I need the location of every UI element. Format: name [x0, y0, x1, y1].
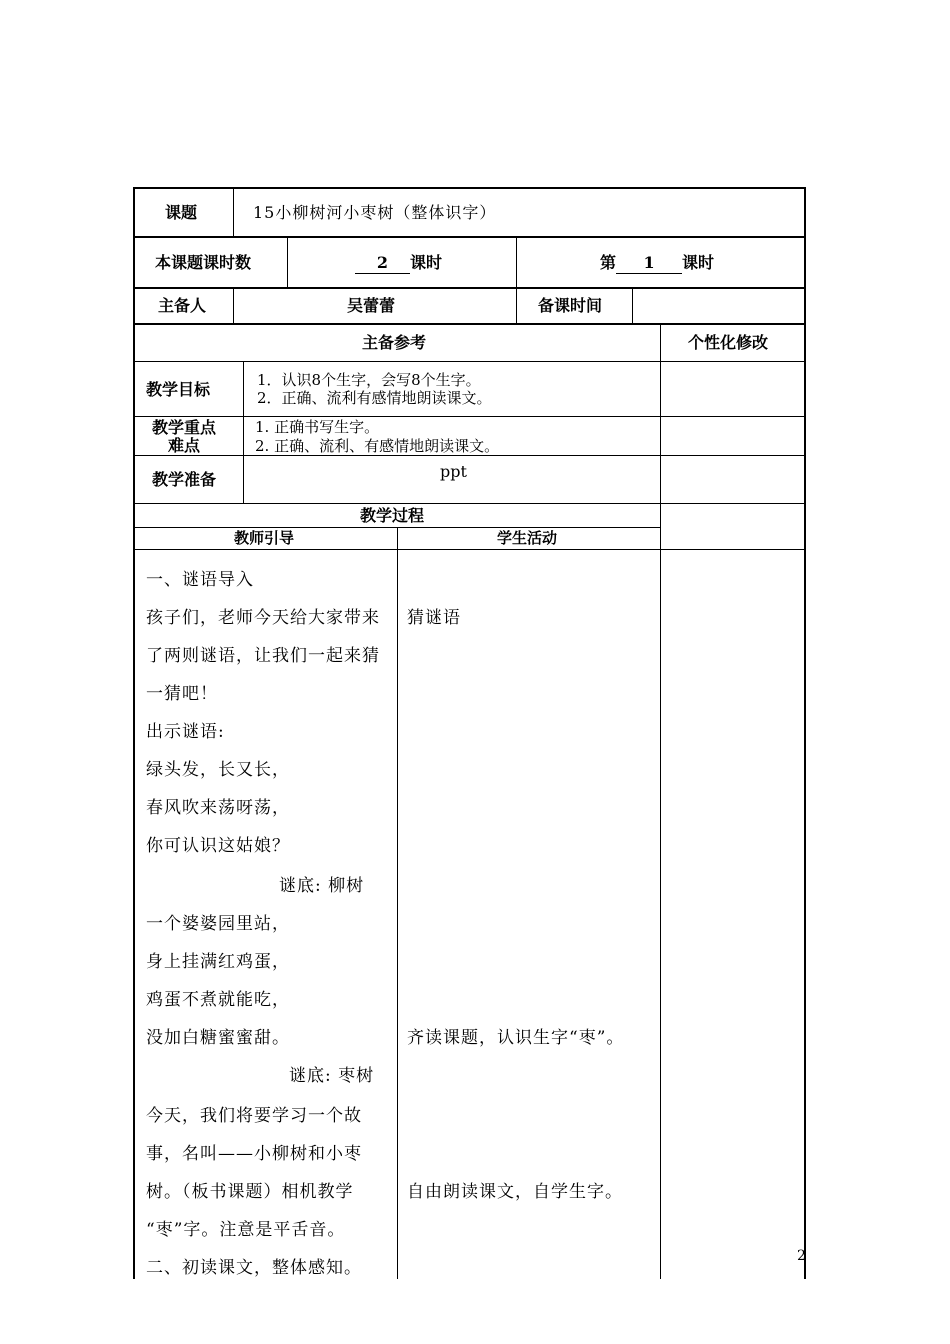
teacher-line: 身上挂满红鸡蛋， — [146, 952, 290, 972]
col-divider — [632, 288, 633, 325]
teacher-line: “枣”字。注意是平舌音。 — [146, 1220, 346, 1240]
hours-total: 2 — [355, 253, 410, 274]
key-point-item: 2. 正确、流利、有感情地朗读课文。 — [255, 437, 500, 455]
prep-time-label: 备课时间 — [538, 296, 603, 315]
hours-count-row — [355, 253, 442, 274]
teacher-line: 没加白糖蜜蜜甜。 — [146, 1028, 290, 1048]
teacher-line: 春风吹来荡呀荡， — [146, 798, 290, 818]
key-point-item: 1. 正确书写生字。 — [255, 418, 380, 436]
page-number: 2 — [797, 1248, 806, 1264]
row-divider — [133, 549, 806, 550]
riddle-answer: 谜底: 柳树 — [279, 876, 365, 896]
goal-item: 1．认识8个生字，会写8个生字。 — [257, 371, 481, 389]
teacher-line: 树。（板书课题）相机教学 — [146, 1182, 354, 1202]
teacher-line: 事，名叫——小柳树和小枣 — [146, 1144, 362, 1164]
teacher-col-heading: 教师引导 — [234, 529, 295, 547]
teacher-line: 你可认识这姑娘？ — [146, 836, 290, 856]
teacher-line: 一、谜语导入 — [146, 570, 254, 590]
student-col-heading: 学生活动 — [497, 529, 558, 547]
prep-label: 教学准备 — [152, 470, 217, 489]
student-line: 猜谜语 — [407, 608, 461, 628]
key-points-label: 教学重点 — [152, 418, 217, 437]
prep-value: ppt — [440, 462, 467, 481]
col-divider — [516, 237, 517, 325]
row-divider — [133, 503, 806, 504]
teacher-line: 今天，我们将要学习一个故 — [146, 1106, 362, 1126]
teacher-line: 一猜吧！ — [146, 684, 218, 704]
preparer-label: 主备人 — [158, 296, 207, 315]
row-divider — [133, 455, 806, 456]
row-divider — [133, 416, 806, 417]
teacher-line: 二、初读课文，整体感知。 — [146, 1258, 362, 1278]
col-divider — [660, 325, 661, 1279]
teacher-line: 了两则谜语，让我们一起来猜 — [146, 646, 380, 666]
teacher-line: 出示谜语: — [146, 722, 225, 742]
hours-label: 本课题课时数 — [155, 253, 252, 272]
col-divider — [233, 187, 234, 237]
topic-label: 课题 — [165, 203, 198, 222]
row-divider — [133, 361, 806, 362]
teacher-line: 孩子们，老师今天给大家带来 — [146, 608, 380, 628]
topic-value: 15小柳树河小枣树（整体识字） — [253, 203, 497, 222]
period-unit: 课时 — [682, 253, 715, 272]
goals-label: 教学目标 — [146, 380, 211, 399]
col-divider — [287, 237, 288, 288]
goal-item: 2．正确、流利有感情地朗读课文。 — [257, 389, 492, 407]
hours-unit: 课时 — [410, 253, 443, 272]
teacher-line: 绿头发，长又长， — [146, 760, 290, 780]
col-divider — [243, 361, 244, 504]
preparer-name: 吴蕾蕾 — [347, 296, 396, 315]
period-prefix: 第 — [600, 253, 617, 272]
process-heading: 教学过程 — [360, 506, 425, 525]
period-number: 1 — [616, 253, 682, 274]
student-line: 自由朗读课文，自学生字。 — [407, 1182, 623, 1202]
period-row — [600, 253, 714, 274]
teacher-line: 一个婆婆园里站， — [146, 914, 290, 934]
col-divider — [233, 288, 234, 325]
main-ref-heading: 主备参考 — [362, 333, 427, 352]
student-line: 齐读课题，认识生字“枣”。 — [407, 1028, 625, 1048]
key-points-label-2: 难点 — [168, 436, 201, 455]
personal-edit-heading: 个性化修改 — [688, 333, 769, 352]
col-divider — [397, 527, 398, 1279]
teacher-line: 鸡蛋不煮就能吃， — [146, 990, 290, 1010]
riddle-answer: 谜底: 枣树 — [289, 1066, 375, 1086]
